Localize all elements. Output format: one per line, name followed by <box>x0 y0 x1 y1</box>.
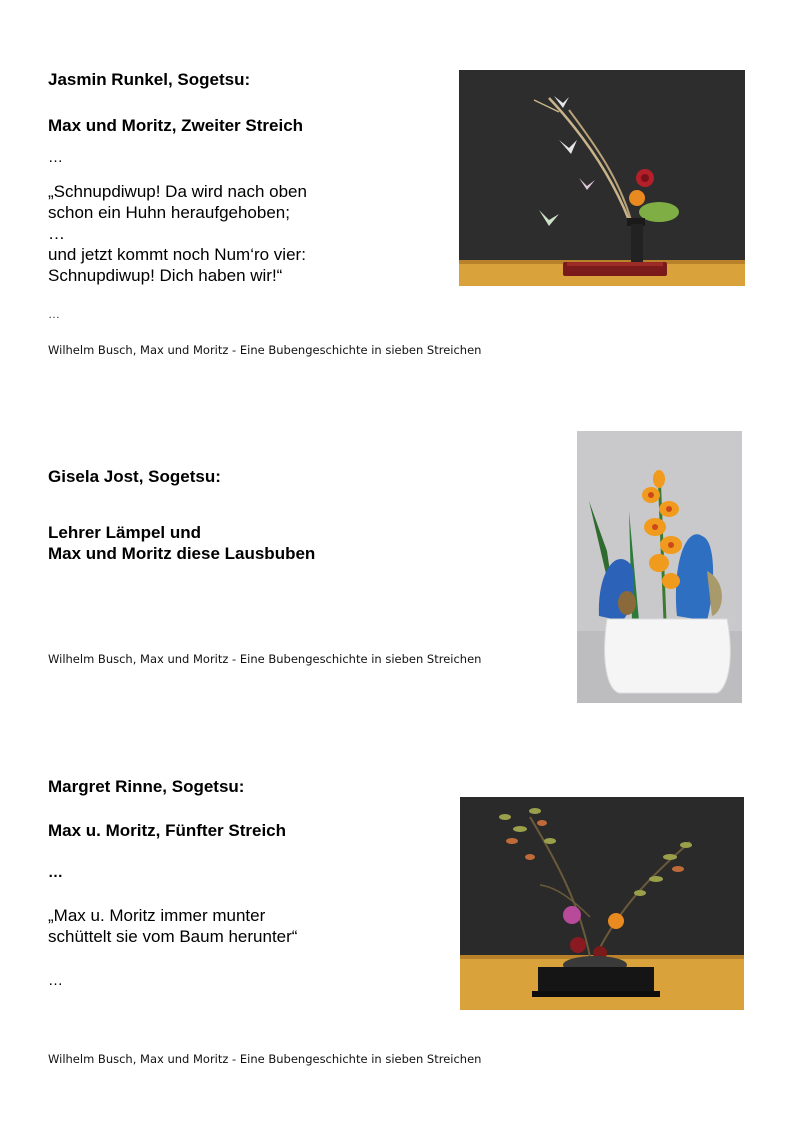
entry1-verse <box>48 181 307 286</box>
verse-line: Schnupdiwup! Dich haben wir!“ <box>48 266 283 285</box>
title-line: Max und Moritz diese Lausbuben <box>48 544 316 563</box>
verse-line: … <box>48 224 65 243</box>
entry3-ellipsis-top: … <box>48 864 63 881</box>
verse-line: und jetzt kommt noch Num‘ro vier: <box>48 245 306 264</box>
entry3-verse <box>48 905 297 947</box>
entry2-title <box>48 522 315 564</box>
verse-line: schüttelt sie vom Baum herunter“ <box>48 927 298 946</box>
entry3-source: Wilhelm Busch, Max und Moritz - Eine Bubengeschichte in sieben Streichen <box>48 1052 482 1066</box>
entry3-ellipsis-bottom: … <box>48 972 63 989</box>
verse-line: „Max u. Moritz immer munter <box>48 906 266 925</box>
entry3-author: Margret Rinne, Sogetsu: <box>48 777 245 796</box>
entry1-author: Jasmin Runkel, Sogetsu: <box>48 70 251 89</box>
verse-line: „Schnupdiwup! Da wird nach oben <box>48 182 307 201</box>
entry1-title: Max und Moritz, Zweiter Streich <box>48 116 304 135</box>
entry2-source: Wilhelm Busch, Max und Moritz - Eine Bubengeschichte in sieben Streichen <box>48 652 482 666</box>
entry3-title: Max u. Moritz, Fünfter Streich <box>48 821 287 840</box>
ikebana-photo-gladiolus <box>577 431 742 703</box>
entry1-source: Wilhelm Busch, Max und Moritz - Eine Bubengeschichte in sieben Streichen <box>48 343 482 357</box>
ikebana-photo-branches <box>460 797 744 1010</box>
entry2-author: Gisela Jost, Sogetsu: <box>48 467 221 486</box>
ikebana-photo-cranes <box>459 70 745 286</box>
entry1-ellipsis-bottom: … <box>48 307 60 321</box>
verse-line: schon ein Huhn heraufgehoben; <box>48 203 290 222</box>
entry1-ellipsis-top: … <box>48 149 63 166</box>
title-line: Lehrer Lämpel und <box>48 523 202 542</box>
